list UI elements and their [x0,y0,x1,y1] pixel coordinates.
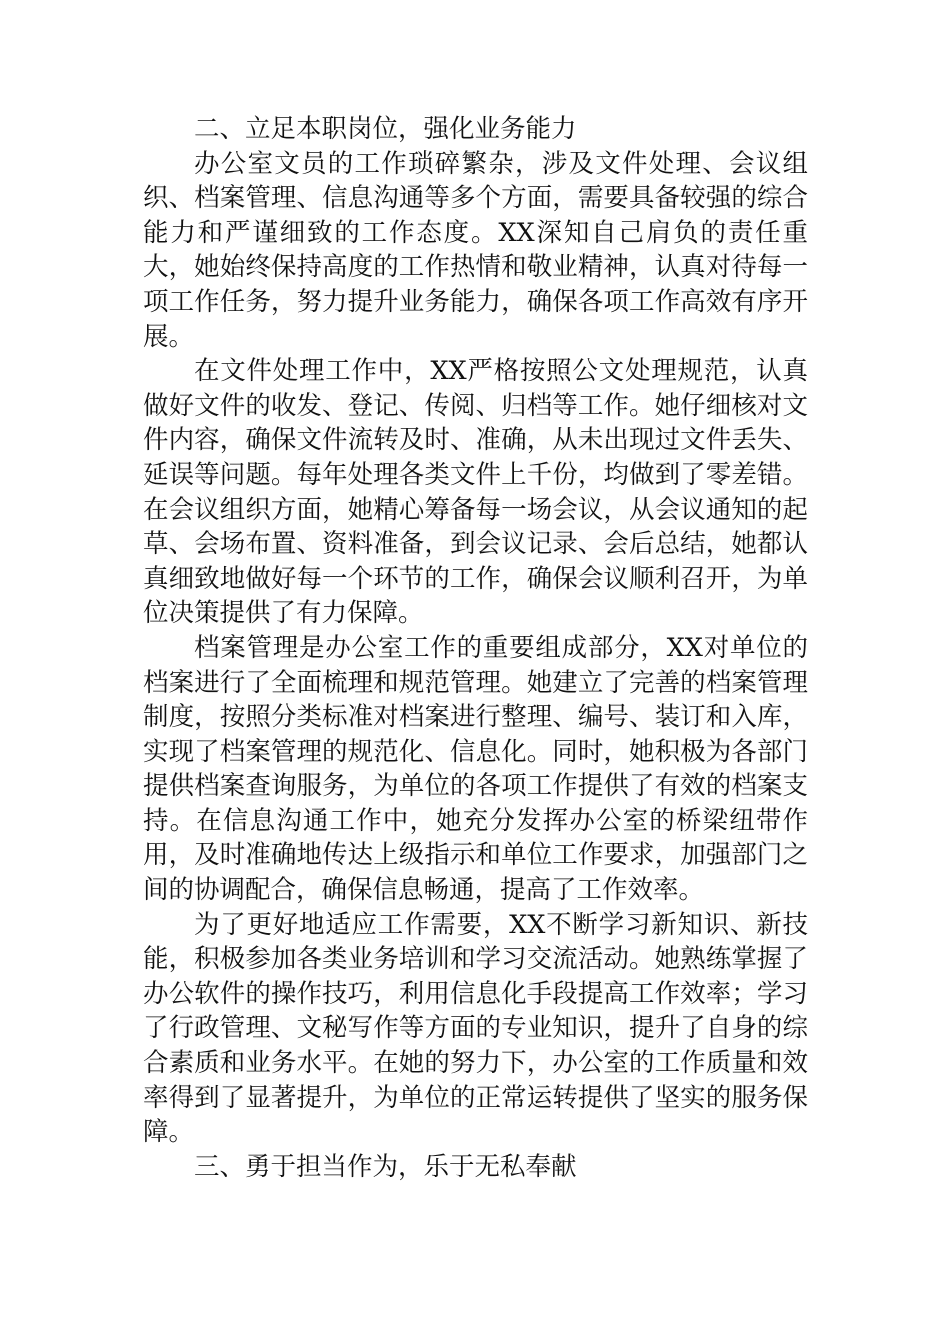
section-heading-3: 三、勇于担当作为，乐于无私奉献 [194,1151,577,1182]
section-heading-2: 二、立足本职岗位，强化业务能力 [194,114,577,144]
document-page [143,112,808,1184]
body-paragraph: 档案管理是办公室工作的重要组成部分，XX对单位的档案进行了全面梳理和规范管理。她建立了完善的档案管理制度，按照分类标准对档案进行整理、编号、装订和入库，实现了档案管理的规范化、信息化。同时，她积极为各部门提供档案查询服务，为单位的各项工作提供了有效的档案支持。在信息沟通工作中，她充分发挥办公室的桥梁纽带作用，及时准确地传达上级指示和单位工作要求，加强部门之间的协调配合，确保信息畅通，提高了工作效率。 [143,632,808,906]
body-paragraph: 在文件处理工作中，XX严格按照公文处理规范，认真做好文件的收发、登记、传阅、归档等工作。她仔细核对文件内容，确保文件流转及时、准确，从未出现过文件丢失、延误等问题。每年处理各类文件上千份，均做到了零差错。在会议组织方面，她精心筹备每一场会议，从会议通知的起草、会场布置、资料准备，到会议记录、会后总结，她都认真细致地做好每一个环节的工作，确保会议顺利召开，为单位决策提供了有力保障。 [143,356,808,629]
body-paragraph: 为了更好地适应工作需要，XX不断学习新知识、新技能，积极参加各类业务培训和学习交流活动。她熟练掌握了办公软件的操作技巧，利用信息化手段提高工作效率；学习了行政管理、文秘写作等方面的专业知识，提升了自身的综合素质和业务水平。在她的努力下，办公室的工作质量和效率得到了显著提升，为单位的正常运转提供了坚实的服务保障。 [143,909,808,1148]
body-paragraph: 办公室文员的工作琐碎繁杂，涉及文件处理、会议组织、档案管理、信息沟通等多个方面，需要具备较强的综合能力和严谨细致的工作态度。XX深知自己肩负的责任重大，她始终保持高度的工作热情和敬业精神，认真对待每一项工作任务，努力提升业务能力，确保各项工作高效有序开展。 [143,148,808,352]
